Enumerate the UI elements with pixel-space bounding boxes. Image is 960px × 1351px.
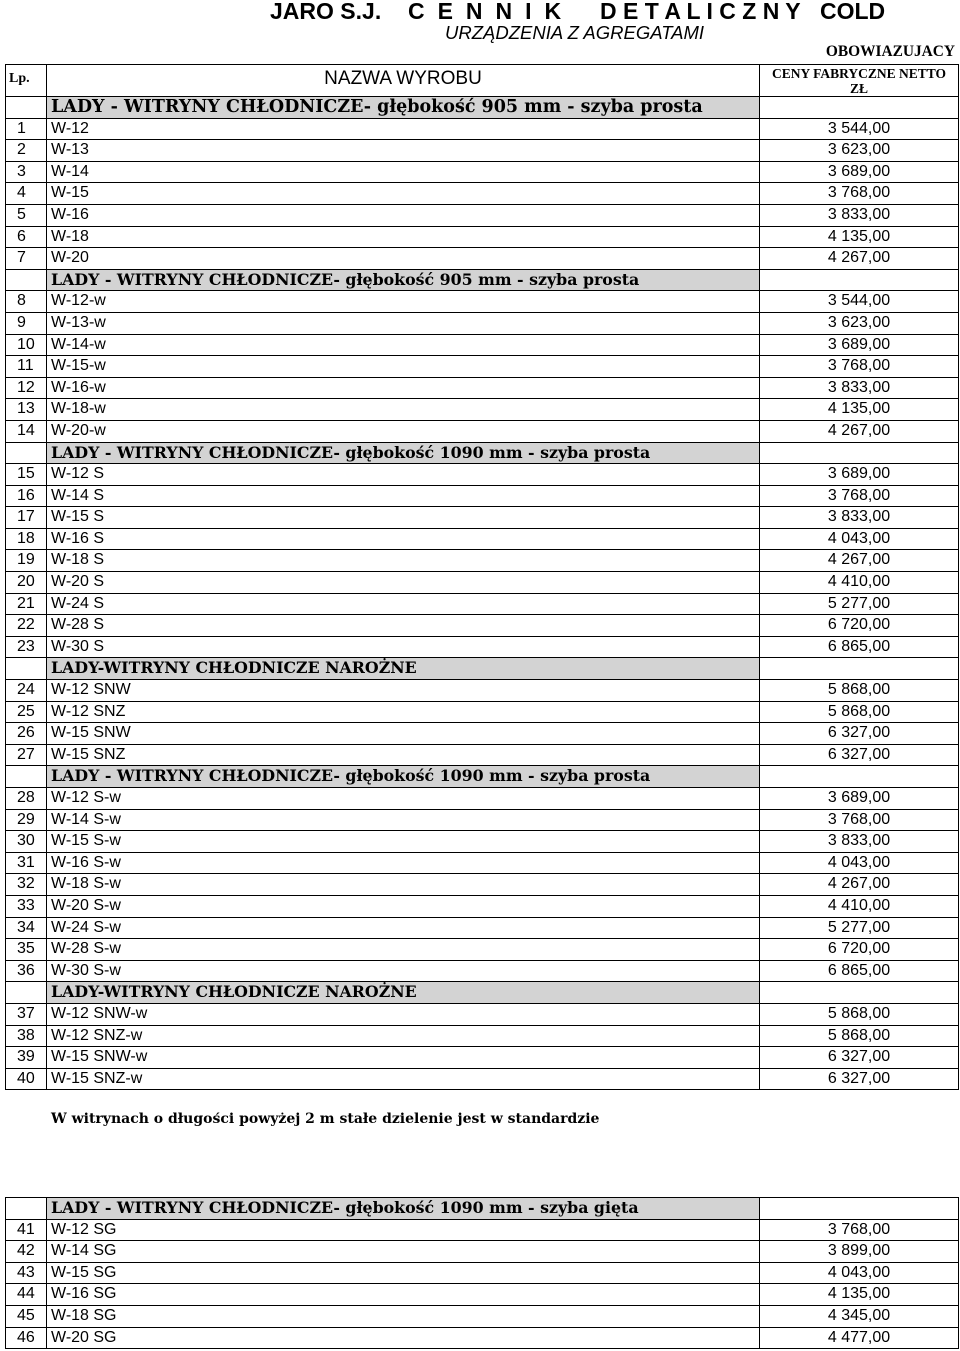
product-price: 3 544,00 bbox=[760, 119, 959, 140]
table-row bbox=[6, 421, 959, 443]
product-price: 3 768,00 bbox=[760, 356, 959, 377]
row-number: 7 bbox=[6, 248, 47, 269]
section-header-row bbox=[6, 1198, 959, 1220]
product-price: 4 410,00 bbox=[760, 896, 959, 917]
row-number: 33 bbox=[6, 896, 47, 917]
row-number: 31 bbox=[6, 853, 47, 874]
table-row bbox=[6, 788, 959, 810]
product-price: 3 623,00 bbox=[760, 140, 959, 161]
product-price: 3 768,00 bbox=[760, 183, 959, 204]
table-row bbox=[6, 1328, 959, 1350]
row-number: 20 bbox=[6, 572, 47, 593]
product-name: W-12 S-w bbox=[47, 788, 760, 809]
row-number: 13 bbox=[6, 399, 47, 420]
product-name: W-12 SNW bbox=[47, 680, 760, 701]
table-row bbox=[6, 961, 959, 983]
product-name: W-12 S bbox=[47, 464, 760, 485]
product-price: 3 768,00 bbox=[760, 1220, 959, 1241]
table-row bbox=[6, 594, 959, 616]
product-price: 3 833,00 bbox=[760, 205, 959, 226]
product-price: 4 043,00 bbox=[760, 1263, 959, 1284]
row-number: 41 bbox=[6, 1220, 47, 1241]
section-price-cell bbox=[760, 270, 959, 291]
product-price: 6 865,00 bbox=[760, 961, 959, 982]
row-number: 38 bbox=[6, 1026, 47, 1047]
section-lp-cell bbox=[6, 97, 47, 118]
row-number: 14 bbox=[6, 421, 47, 442]
row-number: 24 bbox=[6, 680, 47, 701]
company-name: JARO S.J. bbox=[270, 0, 382, 24]
table-row bbox=[6, 507, 959, 529]
product-name: W-24 S-w bbox=[47, 918, 760, 939]
section-lp-cell bbox=[6, 1198, 47, 1219]
title-cold: COLD bbox=[820, 0, 886, 24]
table-row bbox=[6, 335, 959, 357]
product-name: W-12 SNZ bbox=[47, 702, 760, 723]
section-header: LADY - WITRYNY CHŁODNICZE- głębokość 1090 mm - szyba prosta bbox=[47, 766, 760, 787]
row-number: 43 bbox=[6, 1263, 47, 1284]
product-name: W-18 bbox=[47, 227, 760, 248]
section-header-row bbox=[6, 658, 959, 680]
table-row bbox=[6, 529, 959, 551]
section-header: LADY - WITRYNY CHŁODNICZE- głębokość 1090 mm - szyba gięta bbox=[47, 1198, 760, 1219]
table-row bbox=[6, 464, 959, 486]
section-lp-cell bbox=[6, 766, 47, 787]
table-row bbox=[6, 1263, 959, 1285]
product-name: W-12 bbox=[47, 119, 760, 140]
row-number: 21 bbox=[6, 594, 47, 615]
product-name: W-16 bbox=[47, 205, 760, 226]
footnote: W witrynach o długości powyżej 2 m stałe dzielenie jest w standardzie bbox=[51, 1111, 600, 1127]
row-number: 10 bbox=[6, 335, 47, 356]
table-row bbox=[6, 1069, 959, 1091]
table-row bbox=[6, 615, 959, 637]
section-lp-cell bbox=[6, 658, 47, 679]
product-name: W-28 S bbox=[47, 615, 760, 636]
page-subtitle: URZĄDZENIA Z AGREGATAMI bbox=[445, 22, 705, 43]
section-header: LADY - WITRYNY CHŁODNICZE- głębokość 1090 mm - szyba prosta bbox=[47, 443, 760, 464]
product-price: 3 544,00 bbox=[760, 291, 959, 312]
product-name: W-20 S-w bbox=[47, 896, 760, 917]
product-price: 3 689,00 bbox=[760, 788, 959, 809]
product-name: W-12 SG bbox=[47, 1220, 760, 1241]
product-price: 4 135,00 bbox=[760, 227, 959, 248]
row-number: 30 bbox=[6, 831, 47, 852]
section-header: LADY - WITRYNY CHŁODNICZE- głębokość 905 mm - szyba prosta bbox=[47, 270, 760, 291]
product-name: W-14-w bbox=[47, 335, 760, 356]
product-price: 6 327,00 bbox=[760, 1069, 959, 1090]
product-price: 4 345,00 bbox=[760, 1306, 959, 1327]
product-price: 3 768,00 bbox=[760, 486, 959, 507]
table-row bbox=[6, 1306, 959, 1328]
table-row bbox=[6, 119, 959, 141]
row-number: 29 bbox=[6, 810, 47, 831]
product-name: W-15 SNZ bbox=[47, 745, 760, 766]
table-row bbox=[6, 918, 959, 940]
table-row bbox=[6, 939, 959, 961]
table-row bbox=[6, 356, 959, 378]
product-name: W-15 S-w bbox=[47, 831, 760, 852]
table-row bbox=[6, 896, 959, 918]
row-number: 28 bbox=[6, 788, 47, 809]
product-price: 6 720,00 bbox=[760, 939, 959, 960]
row-number: 4 bbox=[6, 183, 47, 204]
table-row bbox=[6, 1047, 959, 1069]
row-number: 25 bbox=[6, 702, 47, 723]
section-header: LADY-WITRYNY CHŁODNICZE NAROŻNE bbox=[47, 658, 760, 679]
section-header-row bbox=[6, 97, 959, 119]
product-name: W-12-w bbox=[47, 291, 760, 312]
table-row bbox=[6, 486, 959, 508]
product-name: W-15 SNZ-w bbox=[47, 1069, 760, 1090]
product-name: W-14 bbox=[47, 162, 760, 183]
row-number: 6 bbox=[6, 227, 47, 248]
row-number: 32 bbox=[6, 874, 47, 895]
row-number: 2 bbox=[6, 140, 47, 161]
product-name: W-12 SNW-w bbox=[47, 1004, 760, 1025]
product-name: W-13 bbox=[47, 140, 760, 161]
product-name: W-14 SG bbox=[47, 1241, 760, 1262]
table-row bbox=[6, 1026, 959, 1048]
product-price: 5 277,00 bbox=[760, 594, 959, 615]
validity-label: OBOWIAZUJACY bbox=[825, 43, 955, 60]
product-name: W-14 S bbox=[47, 486, 760, 507]
product-name: W-15 SNW bbox=[47, 723, 760, 744]
section-header-row bbox=[6, 766, 959, 788]
row-number: 5 bbox=[6, 205, 47, 226]
product-price: 3 833,00 bbox=[760, 507, 959, 528]
table-row bbox=[6, 399, 959, 421]
table-row bbox=[6, 378, 959, 400]
product-name: W-18 S bbox=[47, 550, 760, 571]
price-header-line1: CENY FABRYCZNE NETTO bbox=[771, 65, 947, 81]
section-price-cell bbox=[760, 1198, 959, 1219]
product-name: W-16 SG bbox=[47, 1284, 760, 1305]
product-price: 4 410,00 bbox=[760, 572, 959, 593]
section-price-cell bbox=[760, 766, 959, 787]
column-header-lp: Lp. bbox=[6, 65, 47, 96]
table-row bbox=[6, 637, 959, 659]
product-name: W-16 S-w bbox=[47, 853, 760, 874]
product-name: W-18-w bbox=[47, 399, 760, 420]
table-header-row bbox=[6, 65, 959, 97]
product-name: W-30 S bbox=[47, 637, 760, 658]
row-number: 26 bbox=[6, 723, 47, 744]
product-name: W-24 S bbox=[47, 594, 760, 615]
section-header: LADY - WITRYNY CHŁODNICZE- głębokość 905 mm - szyba prosta bbox=[47, 97, 760, 118]
column-header-price bbox=[760, 65, 959, 96]
row-number: 35 bbox=[6, 939, 47, 960]
table-row bbox=[6, 248, 959, 270]
table-row bbox=[6, 572, 959, 594]
product-name: W-13-w bbox=[47, 313, 760, 334]
product-price: 3 833,00 bbox=[760, 831, 959, 852]
column-header-name: NAZWA WYROBU bbox=[47, 65, 760, 96]
product-name: W-15-w bbox=[47, 356, 760, 377]
product-price: 4 043,00 bbox=[760, 853, 959, 874]
section-lp-cell bbox=[6, 982, 47, 1003]
row-number: 22 bbox=[6, 615, 47, 636]
product-name: W-20-w bbox=[47, 421, 760, 442]
row-number: 16 bbox=[6, 486, 47, 507]
product-price: 4 477,00 bbox=[760, 1328, 959, 1349]
product-name: W-14 S-w bbox=[47, 810, 760, 831]
product-price: 4 267,00 bbox=[760, 874, 959, 895]
row-number: 45 bbox=[6, 1306, 47, 1327]
row-number: 15 bbox=[6, 464, 47, 485]
product-price: 5 868,00 bbox=[760, 702, 959, 723]
product-name: W-30 S-w bbox=[47, 961, 760, 982]
row-number: 27 bbox=[6, 745, 47, 766]
product-price: 3 833,00 bbox=[760, 378, 959, 399]
product-price: 6 327,00 bbox=[760, 1047, 959, 1068]
product-price: 4 267,00 bbox=[760, 550, 959, 571]
table-row bbox=[6, 205, 959, 227]
section-lp-cell bbox=[6, 270, 47, 291]
product-name: W-15 S bbox=[47, 507, 760, 528]
row-number: 46 bbox=[6, 1328, 47, 1349]
row-number: 37 bbox=[6, 1004, 47, 1025]
row-number: 40 bbox=[6, 1069, 47, 1090]
row-number: 34 bbox=[6, 918, 47, 939]
row-number: 17 bbox=[6, 507, 47, 528]
table-row bbox=[6, 162, 959, 184]
table-row bbox=[6, 1004, 959, 1026]
product-price: 6 327,00 bbox=[760, 723, 959, 744]
product-price: 4 267,00 bbox=[760, 248, 959, 269]
product-name: W-28 S-w bbox=[47, 939, 760, 960]
price-table-1 bbox=[5, 64, 959, 1090]
section-price-cell bbox=[760, 982, 959, 1003]
table-row bbox=[6, 291, 959, 313]
row-number: 3 bbox=[6, 162, 47, 183]
product-name: W-15 SG bbox=[47, 1263, 760, 1284]
section-header-row bbox=[6, 443, 959, 465]
table-row bbox=[6, 853, 959, 875]
product-price: 3 623,00 bbox=[760, 313, 959, 334]
price-table-2 bbox=[5, 1197, 959, 1349]
product-name: W-15 bbox=[47, 183, 760, 204]
product-price: 4 135,00 bbox=[760, 399, 959, 420]
section-price-cell bbox=[760, 443, 959, 464]
product-name: W-20 S bbox=[47, 572, 760, 593]
row-number: 9 bbox=[6, 313, 47, 334]
row-number: 42 bbox=[6, 1241, 47, 1262]
table-row bbox=[6, 1284, 959, 1306]
table-row bbox=[6, 874, 959, 896]
product-name: W-20 bbox=[47, 248, 760, 269]
product-name: W-16 S bbox=[47, 529, 760, 550]
product-price: 5 868,00 bbox=[760, 1026, 959, 1047]
product-price: 5 868,00 bbox=[760, 1004, 959, 1025]
section-lp-cell bbox=[6, 443, 47, 464]
table-row bbox=[6, 745, 959, 767]
table-row bbox=[6, 702, 959, 724]
table-row bbox=[6, 680, 959, 702]
row-number: 18 bbox=[6, 529, 47, 550]
section-price-cell bbox=[760, 658, 959, 679]
product-price: 4 267,00 bbox=[760, 421, 959, 442]
product-name: W-12 SNZ-w bbox=[47, 1026, 760, 1047]
table-row bbox=[6, 1220, 959, 1242]
row-number: 1 bbox=[6, 119, 47, 140]
product-price: 6 327,00 bbox=[760, 745, 959, 766]
row-number: 23 bbox=[6, 637, 47, 658]
row-number: 12 bbox=[6, 378, 47, 399]
product-price: 6 720,00 bbox=[760, 615, 959, 636]
row-number: 39 bbox=[6, 1047, 47, 1068]
product-price: 4 135,00 bbox=[760, 1284, 959, 1305]
table-row bbox=[6, 831, 959, 853]
table-row bbox=[6, 723, 959, 745]
row-number: 36 bbox=[6, 961, 47, 982]
product-price: 3 689,00 bbox=[760, 162, 959, 183]
table-row bbox=[6, 140, 959, 162]
table-row bbox=[6, 810, 959, 832]
table-row bbox=[6, 227, 959, 249]
price-header-line2: ZŁ bbox=[849, 80, 868, 96]
product-price: 6 865,00 bbox=[760, 637, 959, 658]
title-detaliczny: D E T A L I C Z N Y bbox=[600, 0, 801, 24]
product-name: W-20 SG bbox=[47, 1328, 760, 1349]
section-price-cell bbox=[760, 97, 959, 118]
product-name: W-18 S-w bbox=[47, 874, 760, 895]
product-name: W-16-w bbox=[47, 378, 760, 399]
product-price: 4 043,00 bbox=[760, 529, 959, 550]
row-number: 8 bbox=[6, 291, 47, 312]
product-name: W-18 SG bbox=[47, 1306, 760, 1327]
table-row bbox=[6, 183, 959, 205]
product-price: 3 689,00 bbox=[760, 464, 959, 485]
row-number: 11 bbox=[6, 356, 47, 377]
section-header-row bbox=[6, 982, 959, 1004]
table-row bbox=[6, 550, 959, 572]
row-number: 19 bbox=[6, 550, 47, 571]
row-number: 44 bbox=[6, 1284, 47, 1305]
product-price: 3 689,00 bbox=[760, 335, 959, 356]
section-header-row bbox=[6, 270, 959, 292]
section-header: LADY-WITRYNY CHŁODNICZE NAROŻNE bbox=[47, 982, 760, 1003]
product-price: 3 768,00 bbox=[760, 810, 959, 831]
table-row bbox=[6, 313, 959, 335]
product-price: 5 868,00 bbox=[760, 680, 959, 701]
product-name: W-15 SNW-w bbox=[47, 1047, 760, 1068]
product-price: 3 899,00 bbox=[760, 1241, 959, 1262]
title-cennik: C E N N I K bbox=[408, 0, 565, 24]
product-price: 5 277,00 bbox=[760, 918, 959, 939]
table-row bbox=[6, 1241, 959, 1263]
